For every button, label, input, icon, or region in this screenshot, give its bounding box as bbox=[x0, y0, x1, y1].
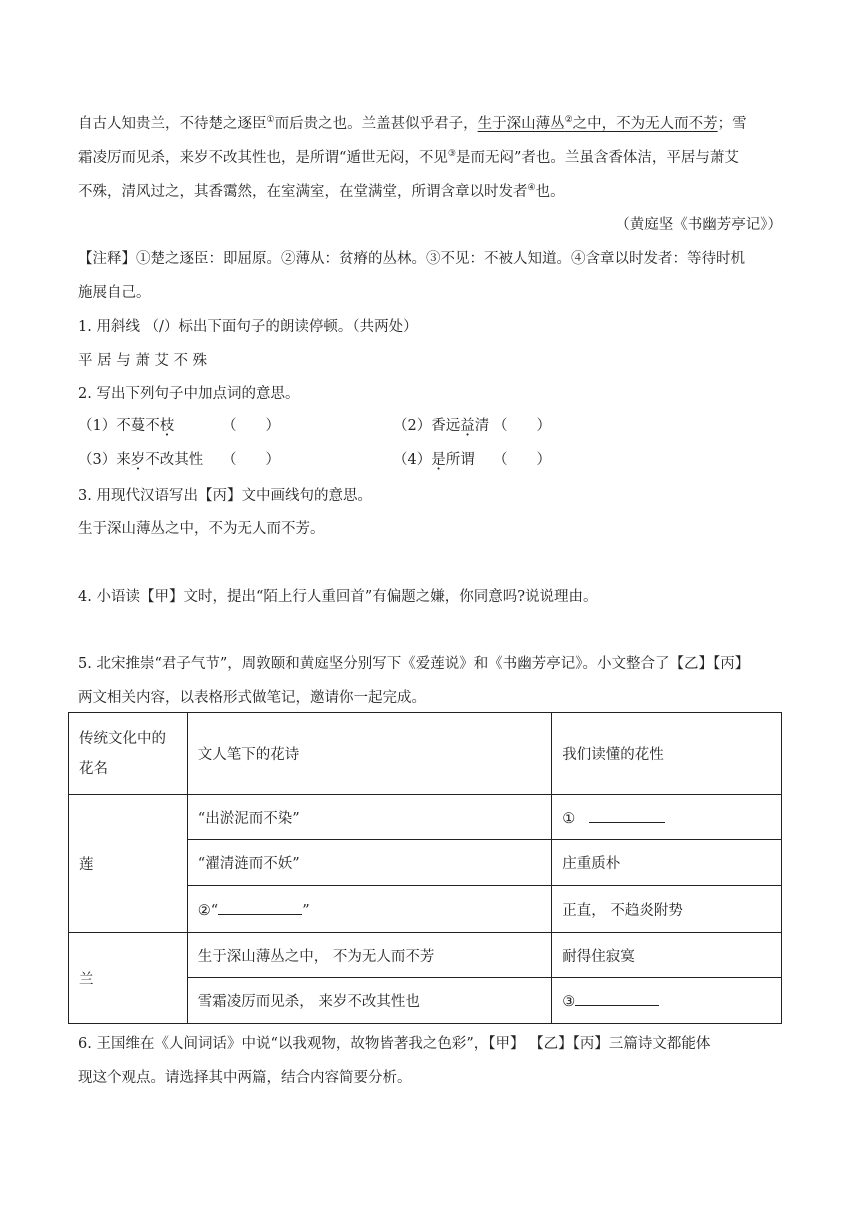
question-1-prompt: 1. 用斜线 （/）标出下面句子的朗读停顿。（共两处） bbox=[78, 319, 418, 335]
answer-blank-1[interactable]: （ ） bbox=[222, 418, 280, 434]
trait-cell-blank-3[interactable]: ③ bbox=[552, 978, 782, 1024]
annotation-line-1: 【注释】①楚之逐臣：即屈原。②薄从：贫瘠的丛林。③不见：不被人知道。④含章以时发者：等待时机 bbox=[78, 251, 745, 267]
question-5-prompt-line-1: 5. 北宋推崇“君子气节”，周敦颐和黄庭坚分别写下《爱莲说》和《书幽芳亭记》。小文整合了【乙】【丙】 bbox=[78, 656, 750, 672]
flower-name-lotus: 莲 bbox=[69, 795, 188, 933]
question-5-prompt-line-2: 两文相关内容，以表格形式做笔记，邀请你一起完成。 bbox=[78, 690, 426, 706]
question-2-item-2: （2）香远益清 bbox=[393, 418, 490, 434]
poem-cell: 生于深山薄丛之中， 不为无人而不芳 bbox=[187, 933, 551, 978]
header-flower-trait: 我们读懂的花性 bbox=[552, 713, 782, 795]
trait-cell: 耐得住寂寞 bbox=[552, 933, 782, 978]
answer-blank-4[interactable]: （ ） bbox=[493, 452, 551, 468]
dotted-word: 是 bbox=[431, 452, 446, 468]
passage-line-3: 不殊，清风过之，其香霭然，在室满室，在堂满堂，所谓含章以时发者④也。 bbox=[78, 183, 565, 200]
question-6-line-1: 6. 王国维在《人间词话》中说“以我观物，故物皆著我之色彩”，【甲】 【乙】【丙】三篇诗文都能体 bbox=[78, 1036, 711, 1052]
notes-table bbox=[68, 712, 782, 1024]
table-row bbox=[69, 933, 782, 978]
answer-blank-3[interactable]: （ ） bbox=[222, 452, 280, 468]
trait-cell: 正直， 不趋炎附势 bbox=[552, 886, 782, 933]
header-flower-name: 传统文化中的花名 bbox=[69, 713, 188, 795]
dotted-word: 岁 bbox=[130, 452, 146, 468]
table-header-row bbox=[69, 713, 782, 795]
fill-blank bbox=[575, 991, 659, 1006]
poem-cell-blank-2[interactable]: ②“ ” bbox=[187, 886, 551, 933]
fill-blank bbox=[589, 808, 665, 823]
dotted-word: 枝 bbox=[159, 418, 175, 434]
passage-source: （黄庭坚《书幽芳亭记》） bbox=[615, 217, 782, 233]
trait-cell: 庄重质朴 bbox=[552, 840, 782, 886]
trait-cell-blank-1[interactable]: ① bbox=[552, 795, 782, 840]
passage-line-1: 自古人知贵兰，不待楚之逐臣①而后贵之也。兰盖甚似乎君子，生于深山薄丛②之中，不为无人而不芳；雪 bbox=[78, 115, 747, 132]
question-2-item-3: （3）来岁不改其性 bbox=[78, 452, 204, 468]
question-6-line-2: 现这个观点。请选择其中两篇，结合内容简要分析。 bbox=[78, 1070, 412, 1086]
question-3-prompt: 3. 用现代汉语写出【丙】文中画线句的意思。 bbox=[78, 488, 372, 504]
annotation-line-2: 施展自己。 bbox=[78, 285, 151, 301]
poem-cell: “出淤泥而不染” bbox=[187, 795, 551, 840]
dotted-word: 益 bbox=[460, 418, 475, 434]
question-1-sentence: 平 居 与 萧 艾 不 殊 bbox=[78, 353, 208, 369]
question-2-item-1: （1）不蔓不枝 bbox=[78, 418, 175, 434]
question-4-prompt: 4. 小语读【甲】文时，提出“陌上行人重回首”有偏题之嫌，你同意吗?说说理由。 bbox=[78, 589, 598, 605]
header-flower-poem: 文人笔下的花诗 bbox=[187, 713, 551, 795]
passage-line-2: 霜凌厉而见杀，来岁不改其性也，是所谓“遁世无闷，不见③是而无闷”者也。兰虽含香体洁，平居与萧艾 bbox=[78, 149, 739, 166]
question-3-sentence: 生于深山薄丛之中，不为无人而不芳。 bbox=[78, 521, 325, 537]
flower-name-orchid: 兰 bbox=[69, 933, 188, 1024]
poem-cell: 雪霜凌厉而见杀， 来岁不改其性也 bbox=[187, 978, 551, 1024]
question-2-item-4: （4）是所谓 bbox=[393, 452, 475, 468]
fill-blank bbox=[218, 900, 302, 915]
answer-blank-2[interactable]: （ ） bbox=[493, 418, 551, 434]
poem-cell: “濯清涟而不妖” bbox=[187, 840, 551, 886]
table-row bbox=[69, 795, 782, 840]
question-2-prompt: 2. 写出下列句子中加点词的意思。 bbox=[78, 386, 300, 402]
